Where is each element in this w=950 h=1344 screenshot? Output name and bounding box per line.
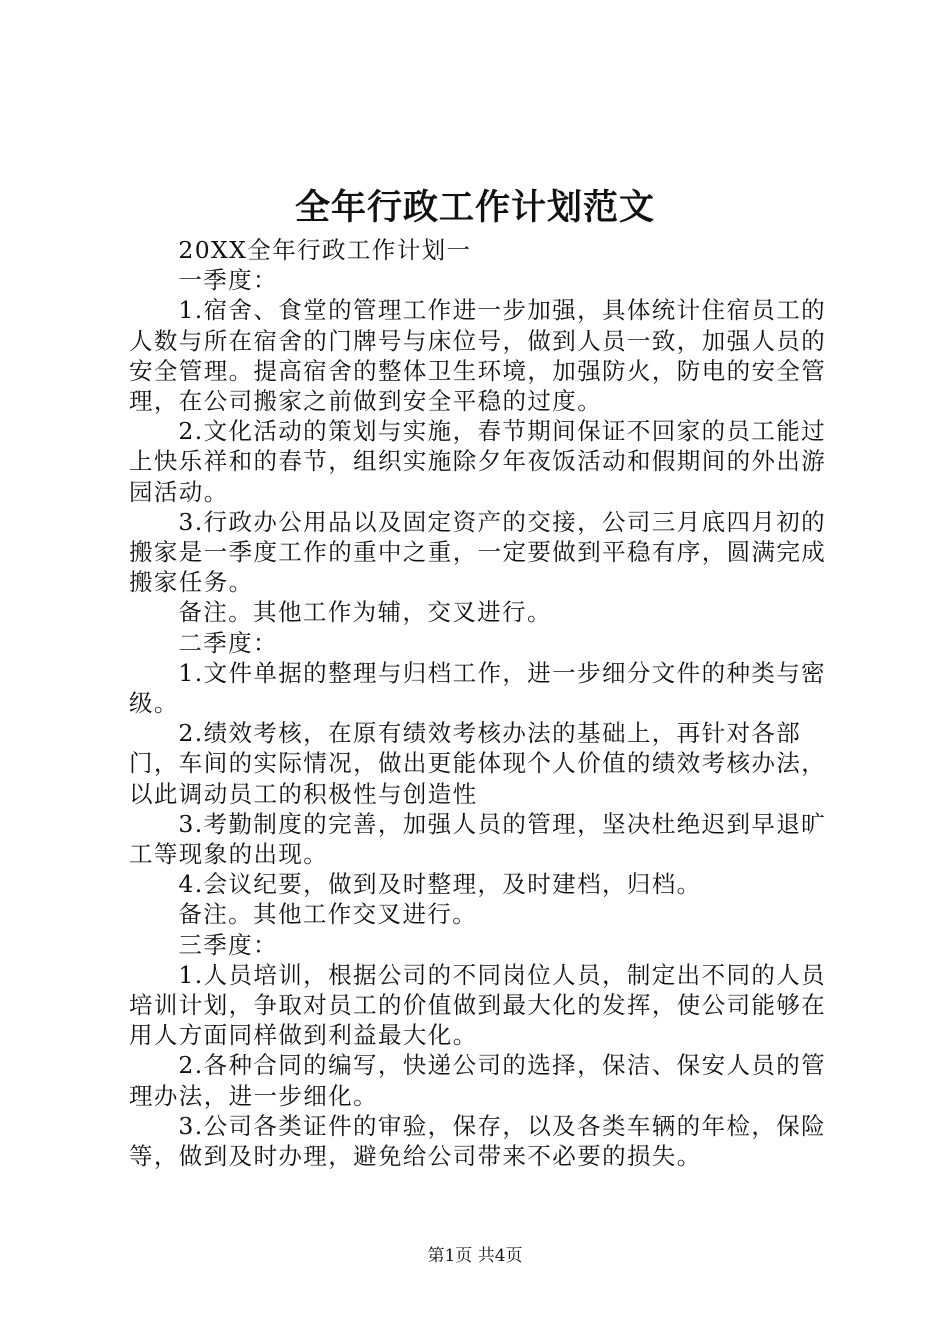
paragraph-q2-note: 备注。其他工作交叉进行。: [178, 900, 478, 929]
paragraph-q1-item-2: 2.文化活动的策划与实施，春节期间保证不回家的员工能过上快乐祥和的春节，组织实施除夕年夜饭活动和假期间的外出游园活动。: [129, 417, 827, 506]
document-body: [129, 235, 837, 1171]
paragraph-q2-item-1: 1.文件单据的整理与归档工作，进一步细分文件的种类与密级。: [129, 658, 827, 718]
paragraph-q2-heading: 二季度：: [178, 628, 278, 657]
paragraph-q3-item-3: 3.公司各类证件的审验，保存，以及各类车辆的年检，保险等，做到及时办理，避免给公司带来不必要的损失。: [129, 1111, 827, 1171]
paragraph-q2-item-2: 2.绩效考核，在原有绩效考核办法的基础上，再针对各部门，车间的实际情况，做出更能体现个人价值的绩效考核办法，以此调动员工的积极性与创造性: [129, 719, 827, 808]
paragraph-plan-heading: 20XX全年行政工作计划一: [178, 236, 472, 264]
paragraph-q2-item-3: 3.考勤制度的完善，加强人员的管理，坚决杜绝迟到早退旷工等现象的出现。: [129, 809, 827, 869]
paragraph-q1-item-3: 3.行政办公用品以及固定资产的交接，公司三月底四月初的搬家是一季度工作的重中之重，一定要做到平稳有序，圆满完成搬家任务。: [129, 507, 827, 597]
paragraph-q1-item-1: 1.宿舍、食堂的管理工作进一步加强，具体统计住宿员工的人数与所在宿舍的门牌号与床位号，做到人员一致，加强人员的安全管理。提高宿舍的整体卫生环境，加强防火，防电的安全管理，在公司搬家之前做到安全平稳的过度。: [129, 296, 827, 416]
paragraph-q3-heading: 三季度：: [178, 930, 278, 959]
page-footer: 第1页 共4页: [427, 1246, 523, 1266]
paragraph-q2-item-4: 4.会议纪要，做到及时整理，及时建档，归档。: [178, 870, 702, 899]
page-title: 全年行政工作计划范文: [294, 187, 655, 228]
paragraph-q1-note: 备注。其他工作为辅，交叉进行。: [178, 598, 552, 627]
paragraph-q3-item-1: 1.人员培训，根据公司的不同岗位人员，制定出不同的人员培训计划，争取对员工的价值做到最大化的发挥，使公司能够在用人方面同样做到利益最大化。: [129, 960, 827, 1050]
paragraph-q3-item-2: 2.各种合同的编写，快递公司的选择，保洁、保安人员的管理办法，进一步细化。: [129, 1051, 827, 1110]
paragraph-q1-heading: 一季度：: [178, 266, 278, 295]
